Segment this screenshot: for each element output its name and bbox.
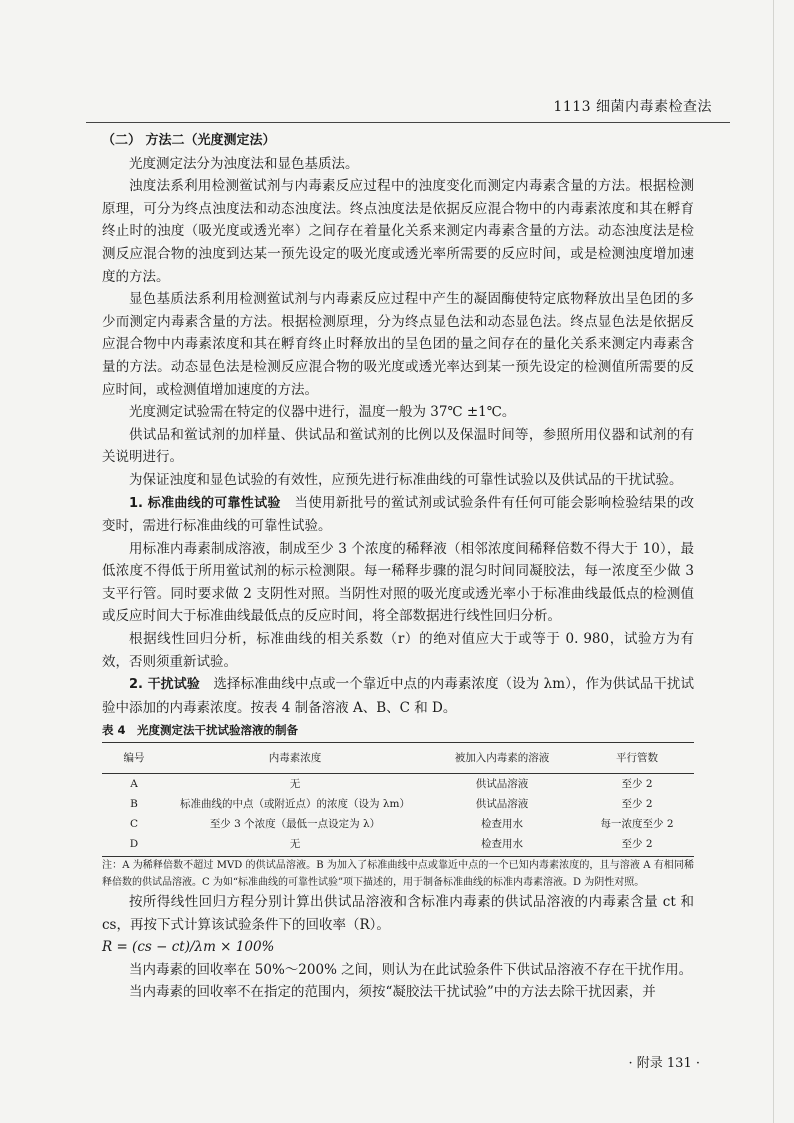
page-content [102, 130, 694, 1004]
running-head: 1113 细菌内毒素检查法 [553, 99, 712, 115]
page-edge [773, 0, 774, 1123]
table-cell: 至少 2 [621, 778, 653, 791]
table-cell: 至少 2 [580, 834, 694, 857]
header-rule [86, 122, 730, 123]
table-cell: 检查用水 [481, 818, 523, 831]
paragraph: 显色基质法系利用检测鲎试剂与内毒素反应过程中产生的凝固酶使特定底物释放出呈色团的多少而测定内毒素含量的方法。根据检测原理，分为终点显色法和动态显色法。终点显色法是依据反应混合物中内毒素浓度和其在孵育终止时释放出的呈色团的量之间存在的量化关系来测定内毒素含量的方法。动态显色法是检测反应混合物的吸光度或透光率达到某一预先设定的检测值所需要的反应时间，或检测值增加速度的方法。 [102, 291, 694, 398]
item-1-title: 1. 标准曲线的可靠性试验 [129, 495, 281, 511]
table-header-cell: 平行管数 [580, 743, 694, 774]
paragraph: 浊度法系利用检测鲎试剂与内毒素反应过程中的浊度变化而测定内毒素含量的方法。根据检测原理，可分为终点浊度法和动态浊度法。终点浊度法是依据反应混合物中的内毒素浓度和其在孵育终止时的浊度（吸光度或透光率）之间存在着量化关系来测定内毒素含量的方法。动态浊度法是检测反应混合物的浊度到达某一预先设定的吸光度或透光率所需要的反应时间，或是检测浊度增加速度的方法。 [102, 178, 694, 285]
table-cell: 至少 2 [621, 798, 653, 811]
paragraph: 当内毒素的回收率不在指定的范围内，须按“凝胶法干扰试验”中的方法去除干扰因素，并 [129, 984, 656, 1001]
paragraph: 供试品和鲎试剂的加样量、供试品和鲎试剂的比例以及保温时间等，参照所用仪器和试剂的有关说明进行。 [102, 426, 694, 466]
table-cell: 至少 3 个浓度（最低一点设定为 λ） [209, 818, 381, 831]
recovery-formula: R = (cs − ct)/λm × 100% [102, 939, 275, 956]
paragraph: 用标准内毒素制成溶液，制成至少 3 个浓度的稀释液（相邻浓度间稀释倍数不得大于 10），最低浓度不得低于所用鲎试剂的标示检测限。每一稀释步骤的混匀时间同凝胶法，每一浓度至少做 3 支平行管。同时要求做 2 支阴性对照。当阴性对照的吸光度或透光率小于标准曲线最低点的检测值或反应时间大于标准曲线最低点的反应时间，将全部数据进行线性回归分析。 [102, 540, 694, 625]
table-cell: B [130, 798, 138, 811]
table-cell: D [102, 834, 166, 857]
paragraph: 为保证浊度和显色试验的有效性，应预先进行标准曲线的可靠性试验以及供试品的干扰试验。 [129, 471, 683, 488]
paragraph: 光度测定试验需在特定的仪器中进行，温度一般为 37℃ ±1℃。 [129, 404, 516, 421]
section-heading: （二） 方法二（光度测定法） [102, 133, 276, 148]
paragraph: 按所得线性回归方程分别计算出供试品溶液和含标准内毒素的供试品溶液的内毒素含量 ct 和 cs，再按下式计算该试验条件下的回收率（R）。 [102, 894, 694, 933]
table-row [102, 774, 694, 795]
paragraph: 光度测定法分为浊度法和显色基质法。 [129, 155, 359, 172]
paragraph: 当内毒素的回收率在 50%～200% 之间，则认为在此试验条件下供试品溶液不存在干扰作用。 [129, 961, 693, 978]
table-header-cell: 编号 [102, 743, 166, 774]
item-1-text: 当使用新批号的鲎试剂或试验条件有任何可能会影响检验结果的改变时，需进行标准曲线的可靠性试验。 [102, 494, 695, 535]
table-cell: C [129, 818, 139, 831]
solution-prep-table [102, 742, 694, 857]
table-cell: 每一浓度至少 2 [600, 818, 674, 831]
page-number: · 附录 131 · [628, 1056, 700, 1071]
table-row [102, 794, 694, 814]
table-header-cell: 内毒素浓度 [166, 743, 424, 774]
table-cell: 检查用水 [424, 834, 580, 857]
table-row [102, 834, 694, 857]
table-header-row [102, 743, 694, 774]
table-caption: 表 4 光度测定法干扰试验溶液的制备 [102, 723, 299, 738]
item-2-text: 选择标准曲线中点或一个靠近中点的内毒素浓度（设为 λm），作为供试品干扰试验中添加的内毒素浓度。按表 4 制备溶液 A、B、C 和 D。 [102, 676, 694, 716]
item-1-paragraph [102, 492, 694, 538]
paragraph: 根据线性回归分析，标准曲线的相关系数（r）的绝对值应大于或等于 0. 980，试验方为有效，否则须重新试验。 [102, 631, 694, 670]
table-row [102, 814, 694, 834]
table-note: 注：A 为稀释倍数不超过 MVD 的供试品溶液。B 为加入了标准曲线中点或靠近中点的一个已知内毒素浓度的，且与溶液 A 有相同稀释倍数的供试品溶液。C 为如“标准曲线的可靠性试验”项下描述的，用于制备标准曲线的标准内毒素溶液。D 为阴性对照。 [102, 860, 694, 889]
table-cell: 无 [166, 834, 424, 857]
table-cell: 供试品溶液 [475, 798, 529, 811]
item-2-title: 2. 干扰试验 [129, 677, 200, 693]
table-header-cell: 被加入内毒素的溶液 [424, 743, 580, 774]
item-2-paragraph [102, 673, 694, 719]
table-cell: 供试品溶液 [475, 778, 529, 791]
table-cell: A [130, 778, 138, 791]
table-cell: 无 [289, 778, 301, 791]
table-cell: 标准曲线的中点（或附近点）的浓度（设为 λm） [180, 798, 410, 811]
